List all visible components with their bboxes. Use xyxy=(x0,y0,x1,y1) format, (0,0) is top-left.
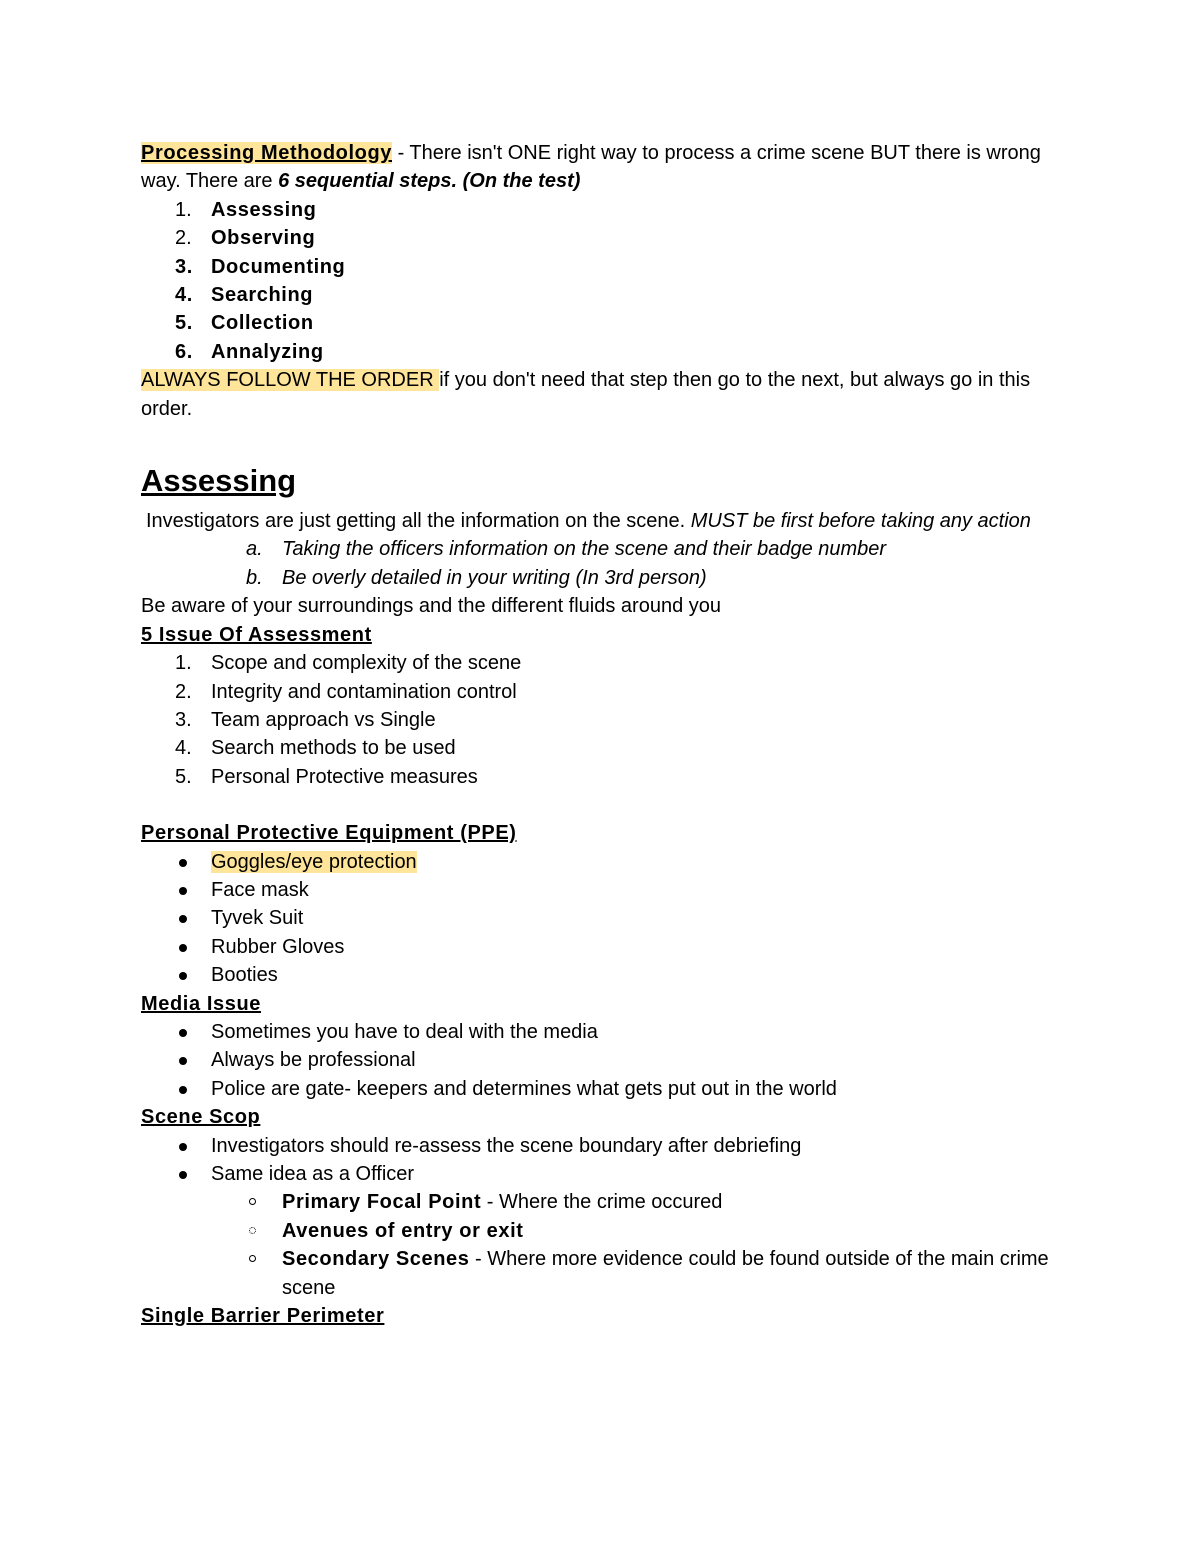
list-marker: 3. xyxy=(175,255,193,278)
list-marker: 6. xyxy=(175,340,193,363)
scene-scope-list xyxy=(141,1132,1051,1302)
order-text: if you don't need that step then go to the next, but always go in this order. xyxy=(141,369,1031,420)
list-item xyxy=(141,734,1051,762)
ppe-list xyxy=(141,848,1051,990)
list-item xyxy=(141,1046,1051,1074)
bullet-icon xyxy=(179,915,187,923)
list-marker: b. xyxy=(246,566,263,589)
step-label: Searching xyxy=(211,284,314,307)
list-item-text: Scope and complexity of the scene xyxy=(211,652,522,675)
list-item xyxy=(141,961,1051,989)
list-marker: 1. xyxy=(175,652,192,675)
list-item xyxy=(141,338,1051,366)
order-highlight: ALWAYS FOLLOW THE ORDER xyxy=(141,369,440,392)
list-item-text: Sometimes you have to deal with the media xyxy=(211,1020,598,1043)
bullet-icon xyxy=(179,1171,187,1179)
hollow-bullet-icon xyxy=(249,1255,256,1262)
list-item xyxy=(141,649,1051,677)
list-item xyxy=(141,904,1051,932)
assessing-desc-text: Investigators are just getting all the information on the scene. xyxy=(146,510,691,533)
step-label: Collection xyxy=(211,312,314,335)
step-label: Observing xyxy=(211,227,316,250)
scene-scope-heading: Scene Scop xyxy=(141,1106,261,1129)
hollow-bullet-icon xyxy=(249,1227,256,1234)
blank-line xyxy=(141,791,1051,819)
list-item-text: Team approach vs Single xyxy=(211,708,436,731)
list-item-text: Integrity and contamination control xyxy=(211,680,517,703)
list-marker: a. xyxy=(246,538,263,561)
list-item-text: Police are gate- keepers and determines what gets put out in the world xyxy=(211,1077,837,1100)
list-marker: 1. xyxy=(175,198,192,221)
media-list xyxy=(141,1018,1051,1103)
list-item xyxy=(141,309,1051,337)
list-item xyxy=(141,933,1051,961)
list-item xyxy=(141,1245,1051,1302)
list-item xyxy=(141,1217,1051,1245)
issues-list xyxy=(141,649,1051,791)
step-label: Documenting xyxy=(211,255,346,278)
list-item xyxy=(141,1075,1051,1103)
list-item xyxy=(141,1188,1051,1216)
list-item xyxy=(141,1018,1051,1046)
list-item-text: Investigators should re-assess the scene boundary after debriefing xyxy=(211,1134,802,1157)
bullet-icon xyxy=(179,1143,187,1151)
list-marker: 4. xyxy=(175,737,192,760)
list-item xyxy=(141,678,1051,706)
list-item xyxy=(141,1160,1051,1188)
list-item-text: Search methods to be used xyxy=(211,737,456,760)
bullet-icon xyxy=(179,972,187,980)
bullet-icon xyxy=(179,1086,187,1094)
term-label: Secondary Scenes xyxy=(282,1248,470,1271)
list-item xyxy=(141,224,1051,252)
list-item xyxy=(141,253,1051,281)
step-label: Assessing xyxy=(211,198,317,221)
list-item-text: Rubber Gloves xyxy=(211,935,345,958)
hollow-bullet-icon xyxy=(249,1198,256,1205)
list-marker: 4. xyxy=(175,284,193,307)
list-item-text: Tyvek Suit xyxy=(211,907,304,930)
processing-methodology-heading: Processing Methodology xyxy=(141,142,393,164)
aware-paragraph: Be aware of your surroundings and the different fluids around you xyxy=(141,595,721,618)
bullet-icon xyxy=(179,1057,187,1065)
document-page xyxy=(141,139,1051,1330)
assessing-sub-list xyxy=(141,535,1051,592)
list-marker: 2. xyxy=(175,680,192,703)
assessing-title: Assessing xyxy=(141,463,297,499)
list-item xyxy=(141,564,1051,592)
list-marker: 3. xyxy=(175,708,192,731)
term-description: - Where more evidence could be found outside of the main crime scene xyxy=(282,1248,1049,1299)
list-item xyxy=(141,848,1051,876)
bullet-icon xyxy=(179,944,187,952)
list-item xyxy=(141,281,1051,309)
term-label: Avenues of entry or exit xyxy=(282,1219,524,1242)
intro-paragraph xyxy=(141,139,1051,196)
list-marker: 2. xyxy=(175,227,192,250)
assessing-desc-emphasis: MUST be first before taking any action xyxy=(690,510,1031,533)
step-label: Annalyzing xyxy=(211,340,324,363)
list-item xyxy=(141,706,1051,734)
steps-list xyxy=(141,196,1051,366)
bullet-icon xyxy=(179,1029,187,1037)
list-item-text: Booties xyxy=(211,964,278,987)
list-item xyxy=(141,763,1051,791)
list-marker: 5. xyxy=(175,765,192,788)
term-label: Primary Focal Point xyxy=(282,1191,482,1214)
list-item xyxy=(141,1132,1051,1160)
bullet-icon xyxy=(179,887,187,895)
issues-heading: 5 Issue Of Assessment xyxy=(141,623,372,646)
order-paragraph xyxy=(141,366,1051,423)
list-item xyxy=(141,535,1051,563)
list-item-text: Personal Protective measures xyxy=(211,765,478,788)
term-description: - Where the crime occured xyxy=(481,1191,723,1214)
assessing-description xyxy=(141,507,1051,535)
list-item-text: Always be professional xyxy=(211,1049,416,1072)
intro-text: - There isn't ONE right way to process a crime scene BUT there is wrong way. There are xyxy=(141,142,1041,193)
list-item-text: Face mask xyxy=(211,878,309,901)
list-item-text: Be overly detailed in your writing (In 3rd person) xyxy=(282,566,707,589)
intro-steps-emphasis: 6 sequential steps. (On the test) xyxy=(278,170,581,193)
list-item-text: Taking the officers information on the scene and their badge number xyxy=(282,538,887,561)
list-item xyxy=(141,876,1051,904)
list-item xyxy=(141,196,1051,224)
media-heading: Media Issue xyxy=(141,992,261,1015)
list-item-text: Same idea as a Officer xyxy=(211,1163,415,1185)
bullet-icon xyxy=(179,859,187,867)
list-marker: 5. xyxy=(175,312,193,335)
ppe-heading: Personal Protective Equipment (PPE) xyxy=(141,822,517,845)
list-item-text: Goggles/eye protection xyxy=(211,850,417,873)
perimeter-heading: Single Barrier Perimeter xyxy=(141,1305,385,1328)
